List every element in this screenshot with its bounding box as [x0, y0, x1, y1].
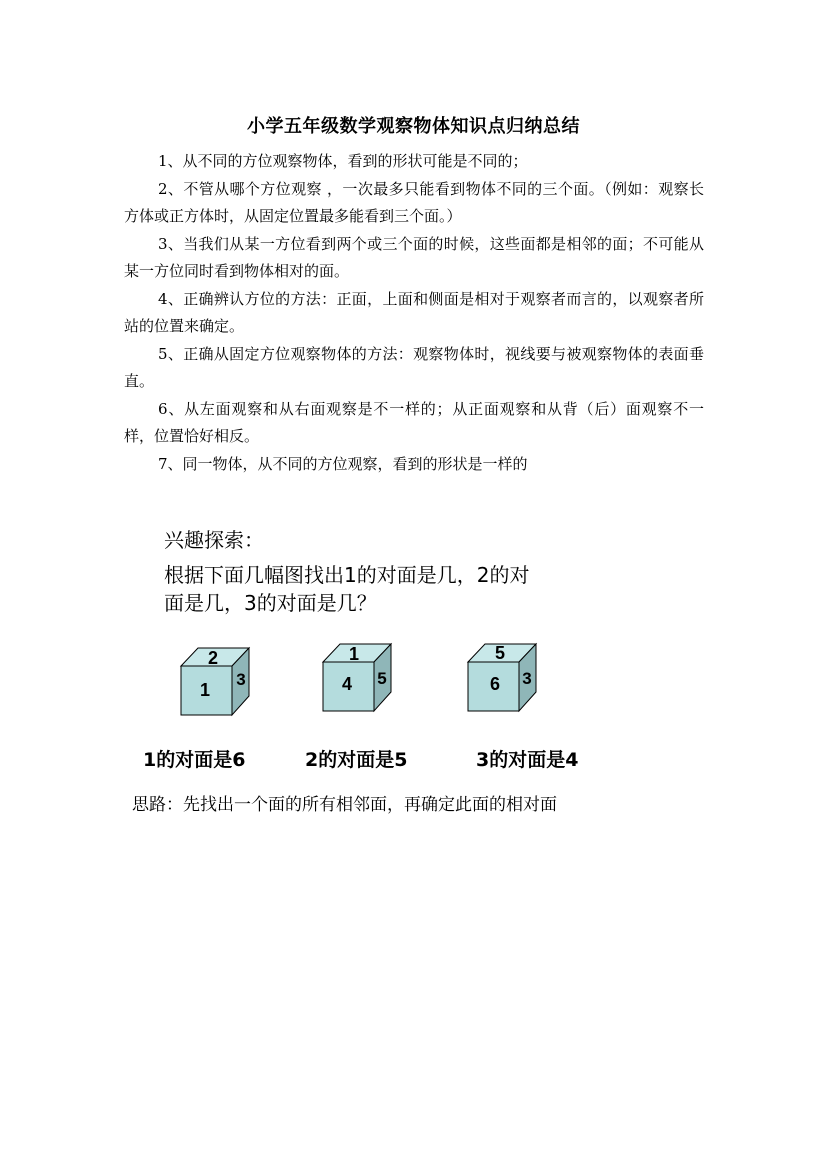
- cube-2-right-label: 5: [377, 669, 387, 688]
- cube-2-front-label: 4: [341, 674, 353, 694]
- cube-3-front-label: 6: [489, 674, 501, 694]
- cube-1: [178, 646, 252, 718]
- answer-2: 2的对面是5: [305, 749, 408, 771]
- cube-1-right-label: 3: [236, 670, 246, 689]
- point-7: 7、同一物体，从不同的方位观察，看到的形状是一样的: [158, 454, 528, 473]
- answer-3: 3的对面是4: [476, 749, 579, 771]
- explore-heading: 兴趣探索：: [164, 528, 264, 552]
- question-line-1: 根据下面几幅图找出1的对面是几，2的对: [164, 563, 530, 587]
- cube-1-top-label: 2: [207, 648, 219, 668]
- knowledge-points: [124, 148, 704, 478]
- point-5: 5、正确从固定方位观察物体的方法：观察物体时，视线要与被观察物体的表面垂直。: [124, 344, 704, 390]
- point-1: 1、从不同的方位观察物体，看到的形状可能是不同的；: [158, 152, 528, 170]
- cube-3-top-label: 5: [494, 643, 506, 663]
- point-4: 4、正确辨认方位的方法：正面，上面和侧面是相对于观察者而言的，以观察者所站的位置来确定。: [124, 289, 704, 335]
- point-3: 3、当我们从某一方位看到两个或三个面的时候，这些面都是相邻的面；不可能从某一方位同时看到物体相对的面。: [124, 234, 704, 280]
- hint-text: 思路：先找出一个面的所有相邻面，再确定此面的相对面: [132, 795, 557, 815]
- point-6: 6、从左面观察和从右面观察是不一样的；从正面观察和从背（后）面观察不一样，位置恰好相反。: [124, 399, 704, 445]
- answer-1: 1的对面是6: [143, 749, 246, 771]
- cube-1-front-label: 1: [199, 680, 211, 700]
- cube-3: [466, 642, 538, 714]
- page-title: 小学五年级数学观察物体知识点归纳总结: [247, 116, 580, 137]
- cube-2: [321, 642, 393, 714]
- cube-3-right-label: 3: [522, 669, 532, 688]
- explore-question: [164, 561, 584, 617]
- cube-2-top-label: 1: [348, 644, 360, 664]
- question-line-2: 面是几，3的对面是几？: [164, 591, 377, 615]
- point-2: 2、不管从哪个方位观察 ，一次最多只能看到物体不同的三个面。（例如：观察长方体或正方体时，从固定位置最多能看到三个面。）: [124, 179, 704, 225]
